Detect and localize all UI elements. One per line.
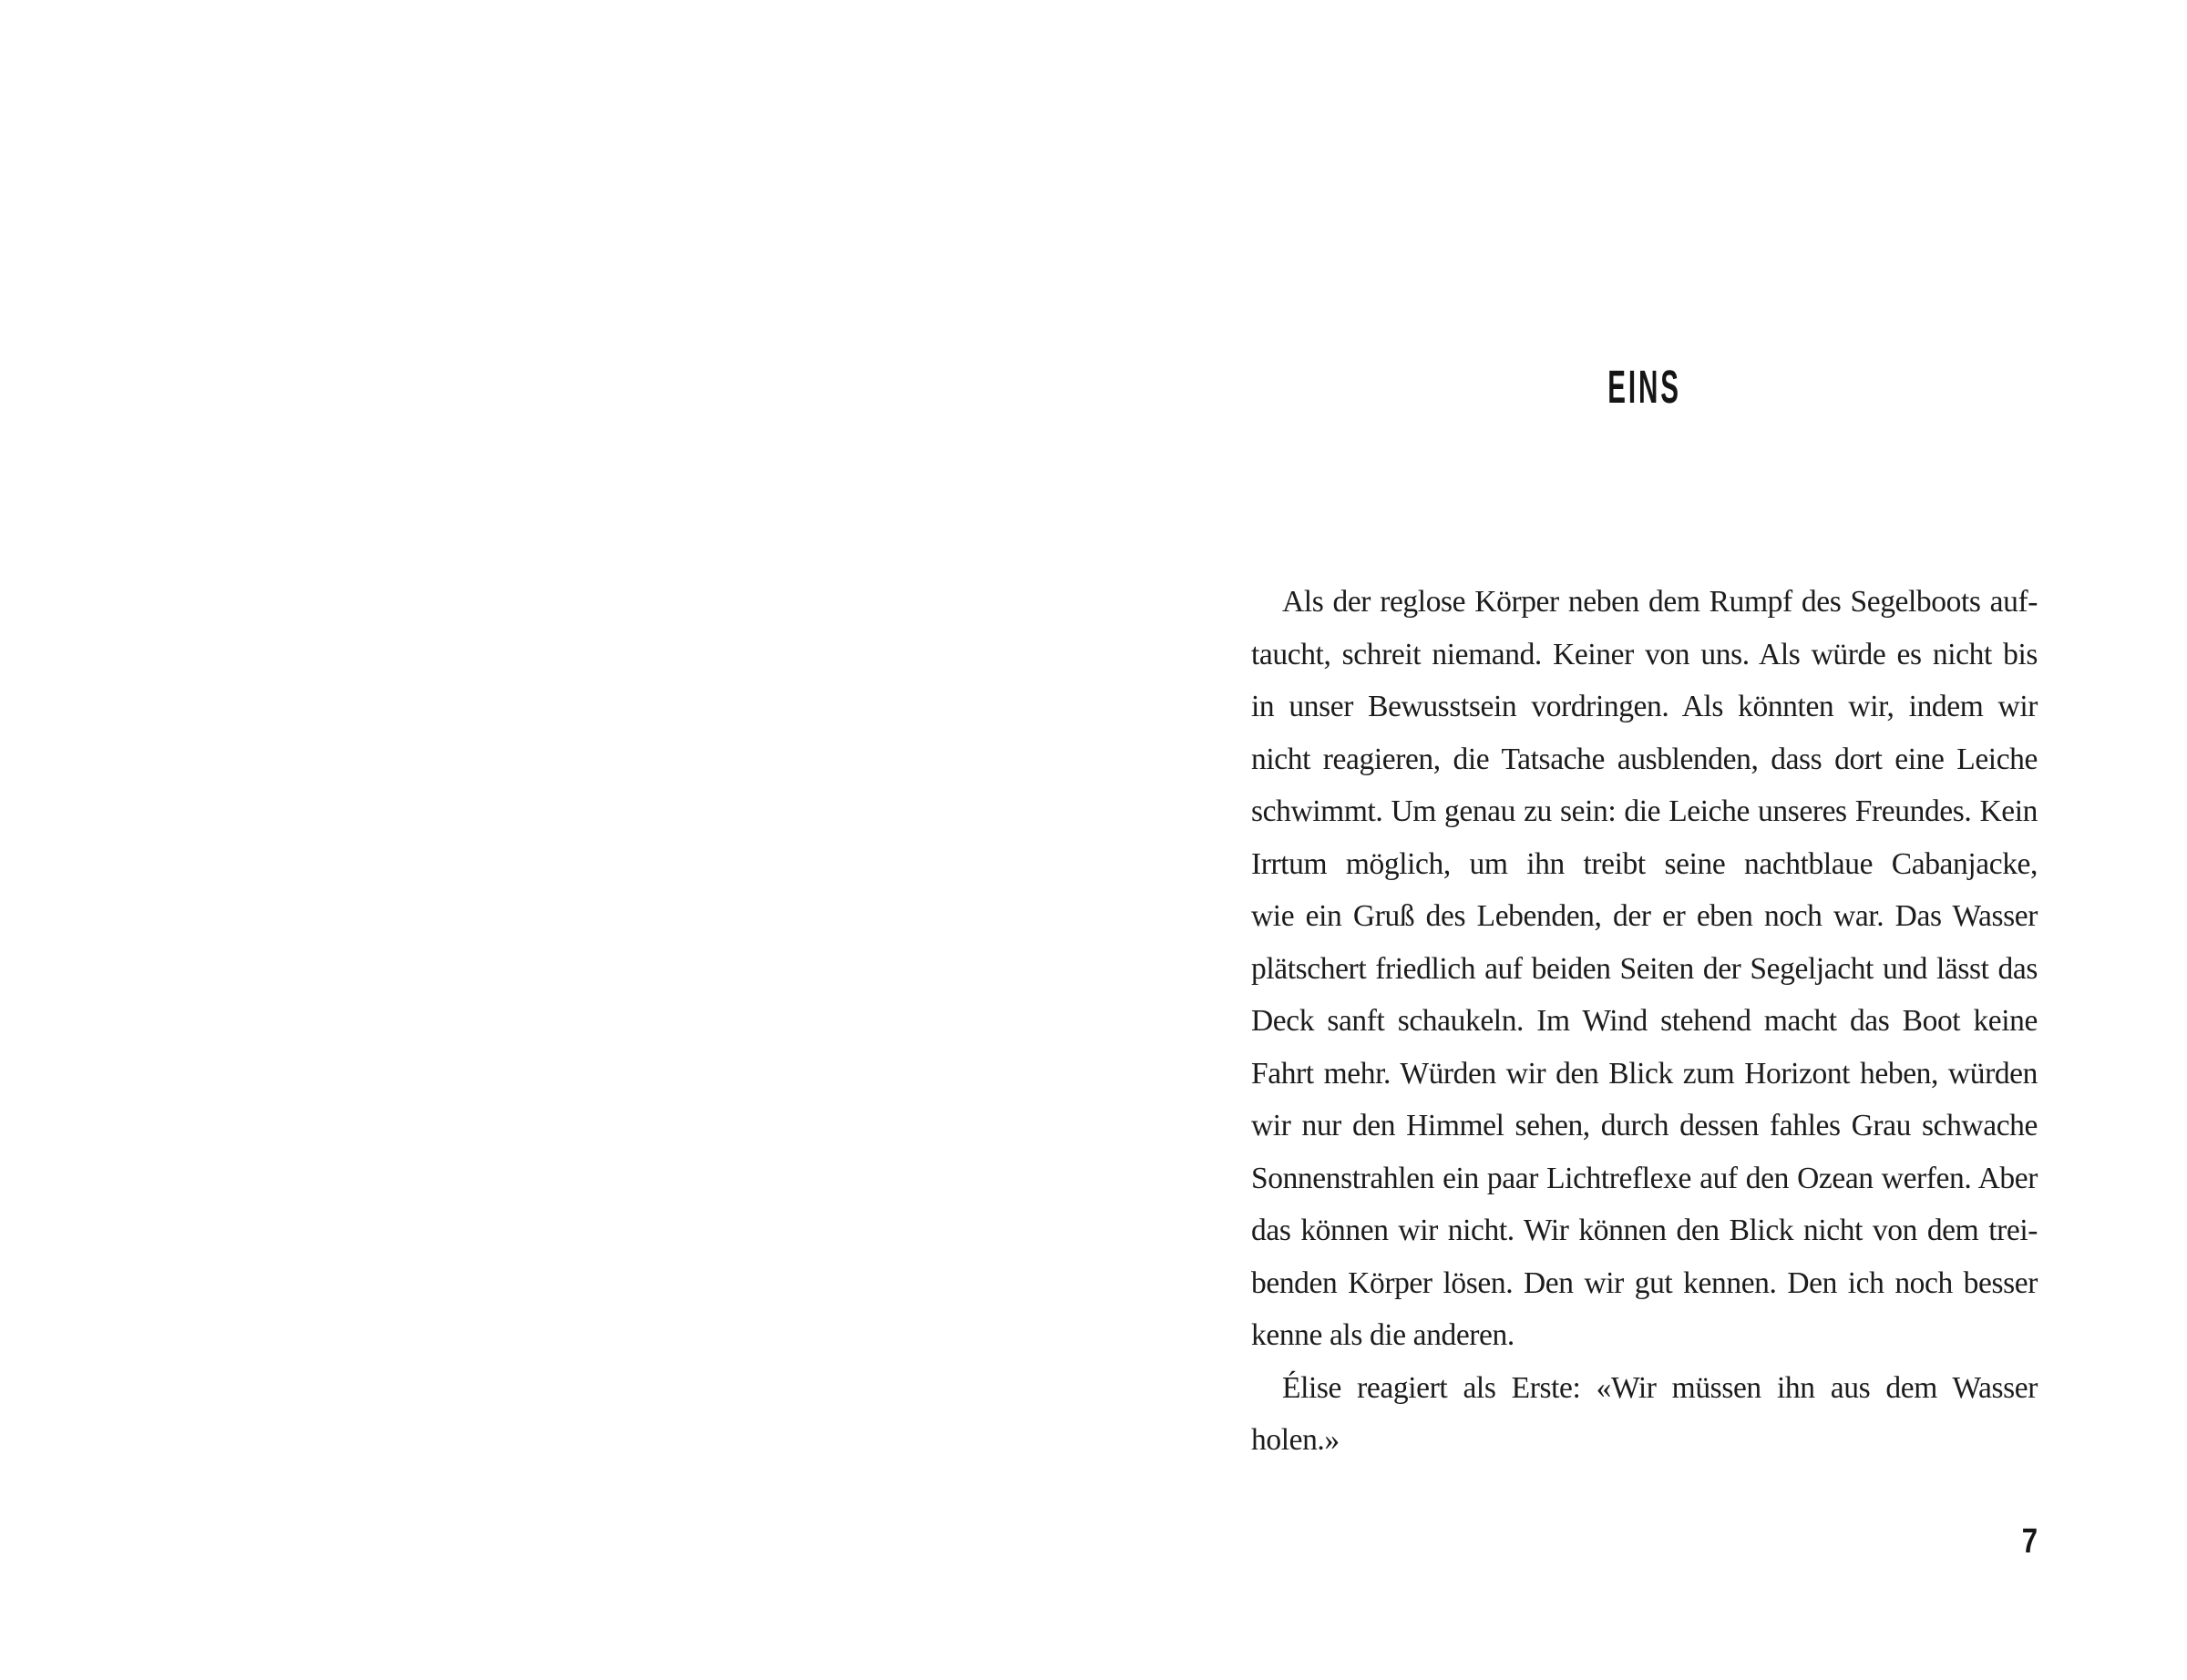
text-line: wie ein Gruß des Lebenden, der er eben noch war. Das Wasser bbox=[1251, 899, 2038, 933]
text-line: plätschert friedlich auf beiden Seiten der Segeljacht und lässt das bbox=[1251, 951, 2038, 986]
text-line: holen.» bbox=[1251, 1423, 1340, 1457]
text-line: das können wir nicht. Wir können den Blick nicht von dem trei- bbox=[1251, 1214, 2038, 1247]
text-line: Fahrt mehr. Würden wir den Blick zum Horizont heben, würden bbox=[1251, 1056, 2038, 1091]
page-number-text: 7 bbox=[2021, 1522, 2038, 1561]
chapter-title-text: EINS bbox=[1607, 361, 1681, 413]
text-line: wir nur den Himmel sehen, durch dessen fahles Grau schwache bbox=[1251, 1109, 2038, 1142]
text-line: Irrtum möglich, um ihn treibt seine nachtblaue Cabanjacke, bbox=[1251, 846, 2038, 881]
text-line: benden Körper lösen. Den wir gut kennen. Den ich noch besser bbox=[1251, 1265, 2038, 1300]
page-number bbox=[1251, 1524, 2038, 1559]
chapter-title bbox=[1251, 361, 2038, 413]
text-line: in unser Bewusstsein vordringen. Als könnten wir, indem wir bbox=[1251, 690, 2038, 723]
text-line: Als der reglose Körper neben dem Rumpf des Segelboots auf- bbox=[1282, 585, 2038, 619]
text-line: schwimmt. Um genau zu sein: die Leiche unseres Freundes. Kein bbox=[1251, 794, 2038, 828]
text-line: Deck sanft schaukeln. Im Wind stehend macht das Boot keine bbox=[1251, 1004, 2038, 1038]
text-line: nicht reagieren, die Tatsache ausblenden, dass dort eine Leiche bbox=[1251, 742, 2038, 776]
text-line: Sonnenstrahlen ein paar Lichtreflexe auf den Ozean werfen. Aber bbox=[1251, 1161, 2038, 1195]
body-text bbox=[1251, 576, 2038, 1467]
paragraph bbox=[1251, 1362, 2038, 1467]
text-line: taucht, schreit niemand. Keiner von uns. Als würde es nicht bis bbox=[1251, 637, 2038, 671]
text-line: Élise reagiert als Erste: «Wir müssen ihn aus dem Wasser bbox=[1282, 1370, 2038, 1405]
text-line: kenne als die anderen. bbox=[1251, 1318, 1514, 1352]
paragraph bbox=[1251, 576, 2038, 1362]
